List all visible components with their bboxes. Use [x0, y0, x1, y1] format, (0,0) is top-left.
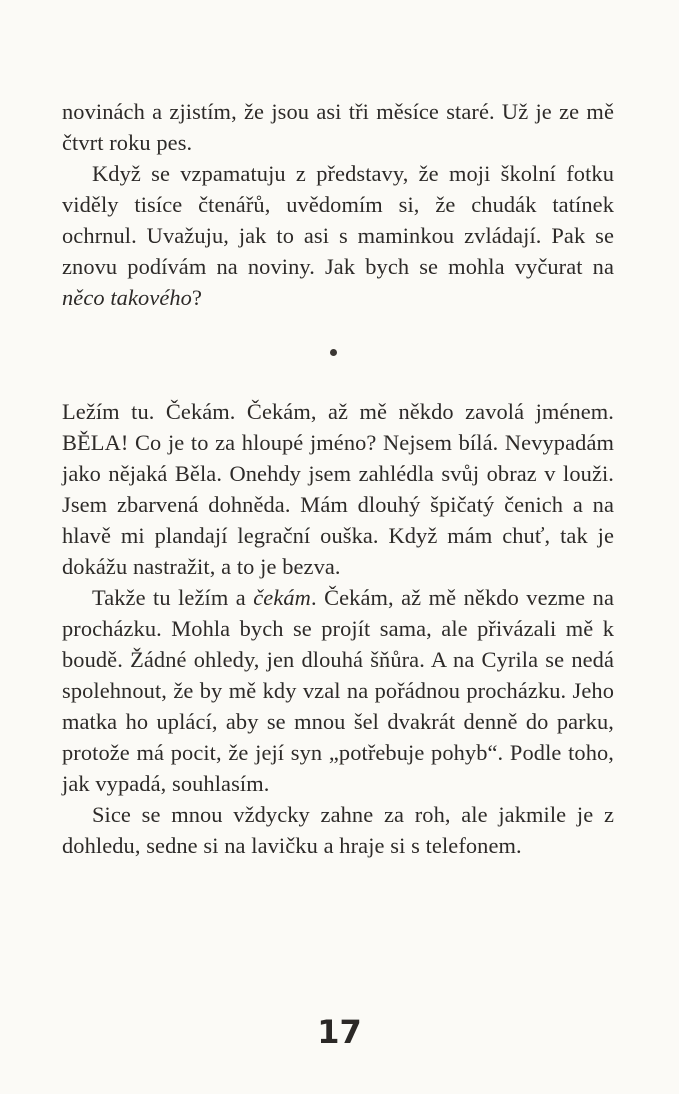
section-divider-dot [330, 349, 337, 356]
paragraph: novinách a zjistím, že jsou asi tři měsíce staré. Už je ze mě čtvrt roku pes. [62, 99, 614, 155]
page-number: 17 [317, 1013, 362, 1051]
paragraph-text: . Čekám, až mě někdo vezme na procházku. Mohla bych se projít sama, ale přivázali mě k boudě. Žádné ohledy, jen dlouhá šňůra. A na Cyrila se nedá spolehnout, že by mě kdy vzal na pořádnou procházku. Jeho matka ho uplácí, aby se mnou šel dvakrát denně do parku, protože má pocit, že její syn „potřebuje pohyb“. Podle toho, jak vypadá, souhlasím. [62, 585, 614, 796]
paragraph-text: Takže tu ležím a [92, 585, 254, 610]
emphasized-text: něco takového [62, 285, 192, 310]
text-block-bottom [62, 396, 614, 861]
text-block-top [62, 96, 614, 313]
paragraph-text: ? [191, 285, 203, 310]
paragraph [62, 582, 614, 799]
paragraph: Ležím tu. Čekám. Čekám, až mě někdo zavolá jménem. BĚLA! Co je to za hloupé jméno? Nejsem bílá. Nevypadám jako nějaká Běla. Onehdy jsem zahlédla svůj obraz v louži. Jsem zbarvená dohněda. Mám dlouhý špičatý čenich a na hlavě mi plandají legrační ouška. Když mám chuť, tak je dokážu nastražit, a to je bezva. [62, 399, 614, 579]
paragraph [62, 158, 614, 313]
emphasized-text: čekám [253, 585, 311, 610]
paragraph-text: Když se vzpamatuju z představy, že moji školní fotku viděly tisíce čtenářů, uvědomím si, že chudák tatínek ochrnul. Uvažuju, jak to asi s maminkou zvládají. Pak se znovu podívám na noviny. Jak bych se mohla vyčurat na [62, 161, 614, 279]
paragraph: Sice se mnou vždycky zahne za roh, ale jakmile je z dohledu, sedne si na lavičku a hraje si s telefonem. [62, 802, 614, 858]
